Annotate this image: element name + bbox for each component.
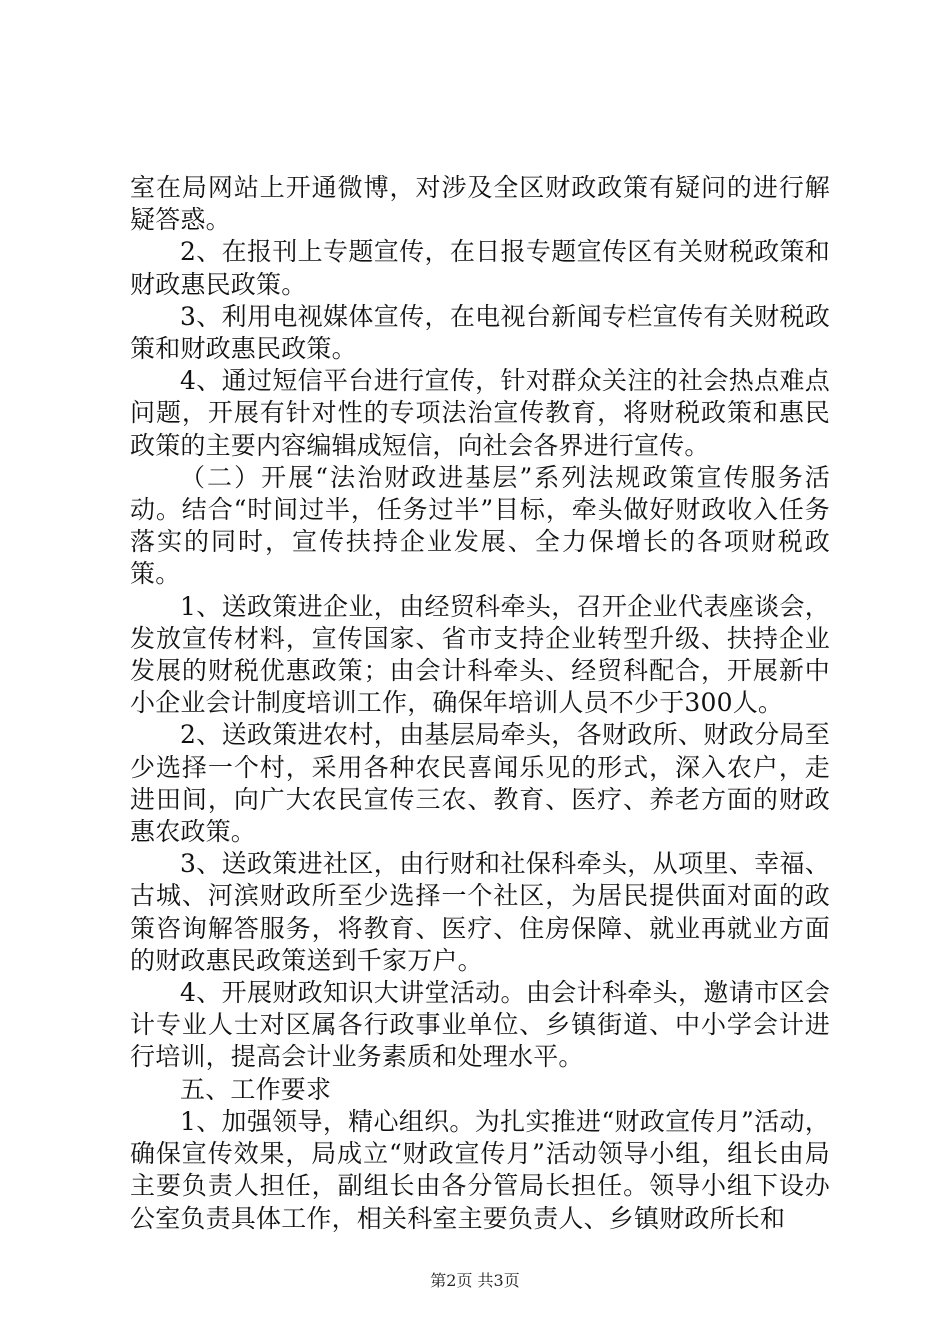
paragraph-continuation: 室在局网站上开通微博，对涉及全区财政政策有疑问的进行解疑答惑。 [130, 173, 830, 235]
paragraph-item-1-enterprise: 1、送政策进企业，由经贸科牵头，召开企业代表座谈会，发放宣传材料，宣传国家、省市支持企业转型升级、扶持企业发展的财税优惠政策；由会计科牵头、经贸科配合，开展新中小企业会计制度培训工作，确保年培训人员不少于300人。 [130, 591, 830, 718]
paragraph-item-2-newspaper: 2、在报刊上专题宣传，在日报专题宣传区有关财税政策和财政惠民政策。 [130, 237, 830, 299]
document-body [130, 172, 830, 1235]
paragraph-item-4-lecture: 4、开展财政知识大讲堂活动。由会计科牵头，邀请市区会计专业人士对区属各行政事业单位、乡镇街道、中小学会计进行培训，提高会计业务素质和处理水平。 [130, 978, 830, 1072]
section-heading-work-requirements: 五、工作要求 [180, 1074, 332, 1104]
paragraph-requirement-1: 1、加强领导，精心组织。为扎实推进“财政宣传月”活动，确保宣传效果，局成立“财政宣传月”活动领导小组，组长由局主要负责人担任，副组长由各分管局长担任。领导小组下设办公室负责具体工作，相关科室主要负责人、乡镇财政所长和 [130, 1106, 830, 1233]
paragraph-item-4-sms: 4、通过短信平台进行宣传，针对群众关注的社会热点难点问题，开展有针对性的专项法治宣传教育，将财税政策和惠民政策的主要内容编辑成短信，向社会各界进行宣传。 [130, 366, 830, 460]
page-number-footer: 第2页 共3页 [430, 1271, 520, 1290]
paragraph-item-3-community: 3、送政策进社区，由行财和社保科牵头，从项里、幸福、古城、河滨财政所至少选择一个社区，为居民提供面对面的政策咨询解答服务，将教育、医疗、住房保障、就业再就业方面的财政惠民政策送到千家万户。 [130, 849, 830, 975]
paragraph-item-3-television: 3、利用电视媒体宣传，在电视台新闻专栏宣传有关财税政策和财政惠民政策。 [130, 301, 830, 364]
paragraph-item-2-rural: 2、送政策进农村，由基层局牵头，各财政所、财政分局至少选择一个村，采用各种农民喜闻乐见的形式，深入农户，走进田间，向广大农民宣传三农、教育、医疗、养老方面的财政惠农政策。 [130, 720, 830, 847]
paragraph-section-2-intro: （二）开展“法治财政进基层”系列法规政策宣传服务活动。结合“时间过半，任务过半”目标，牵头做好财政收入任务落实的同时，宣传扶持企业发展、全力保增长的各项财税政策。 [130, 462, 830, 589]
